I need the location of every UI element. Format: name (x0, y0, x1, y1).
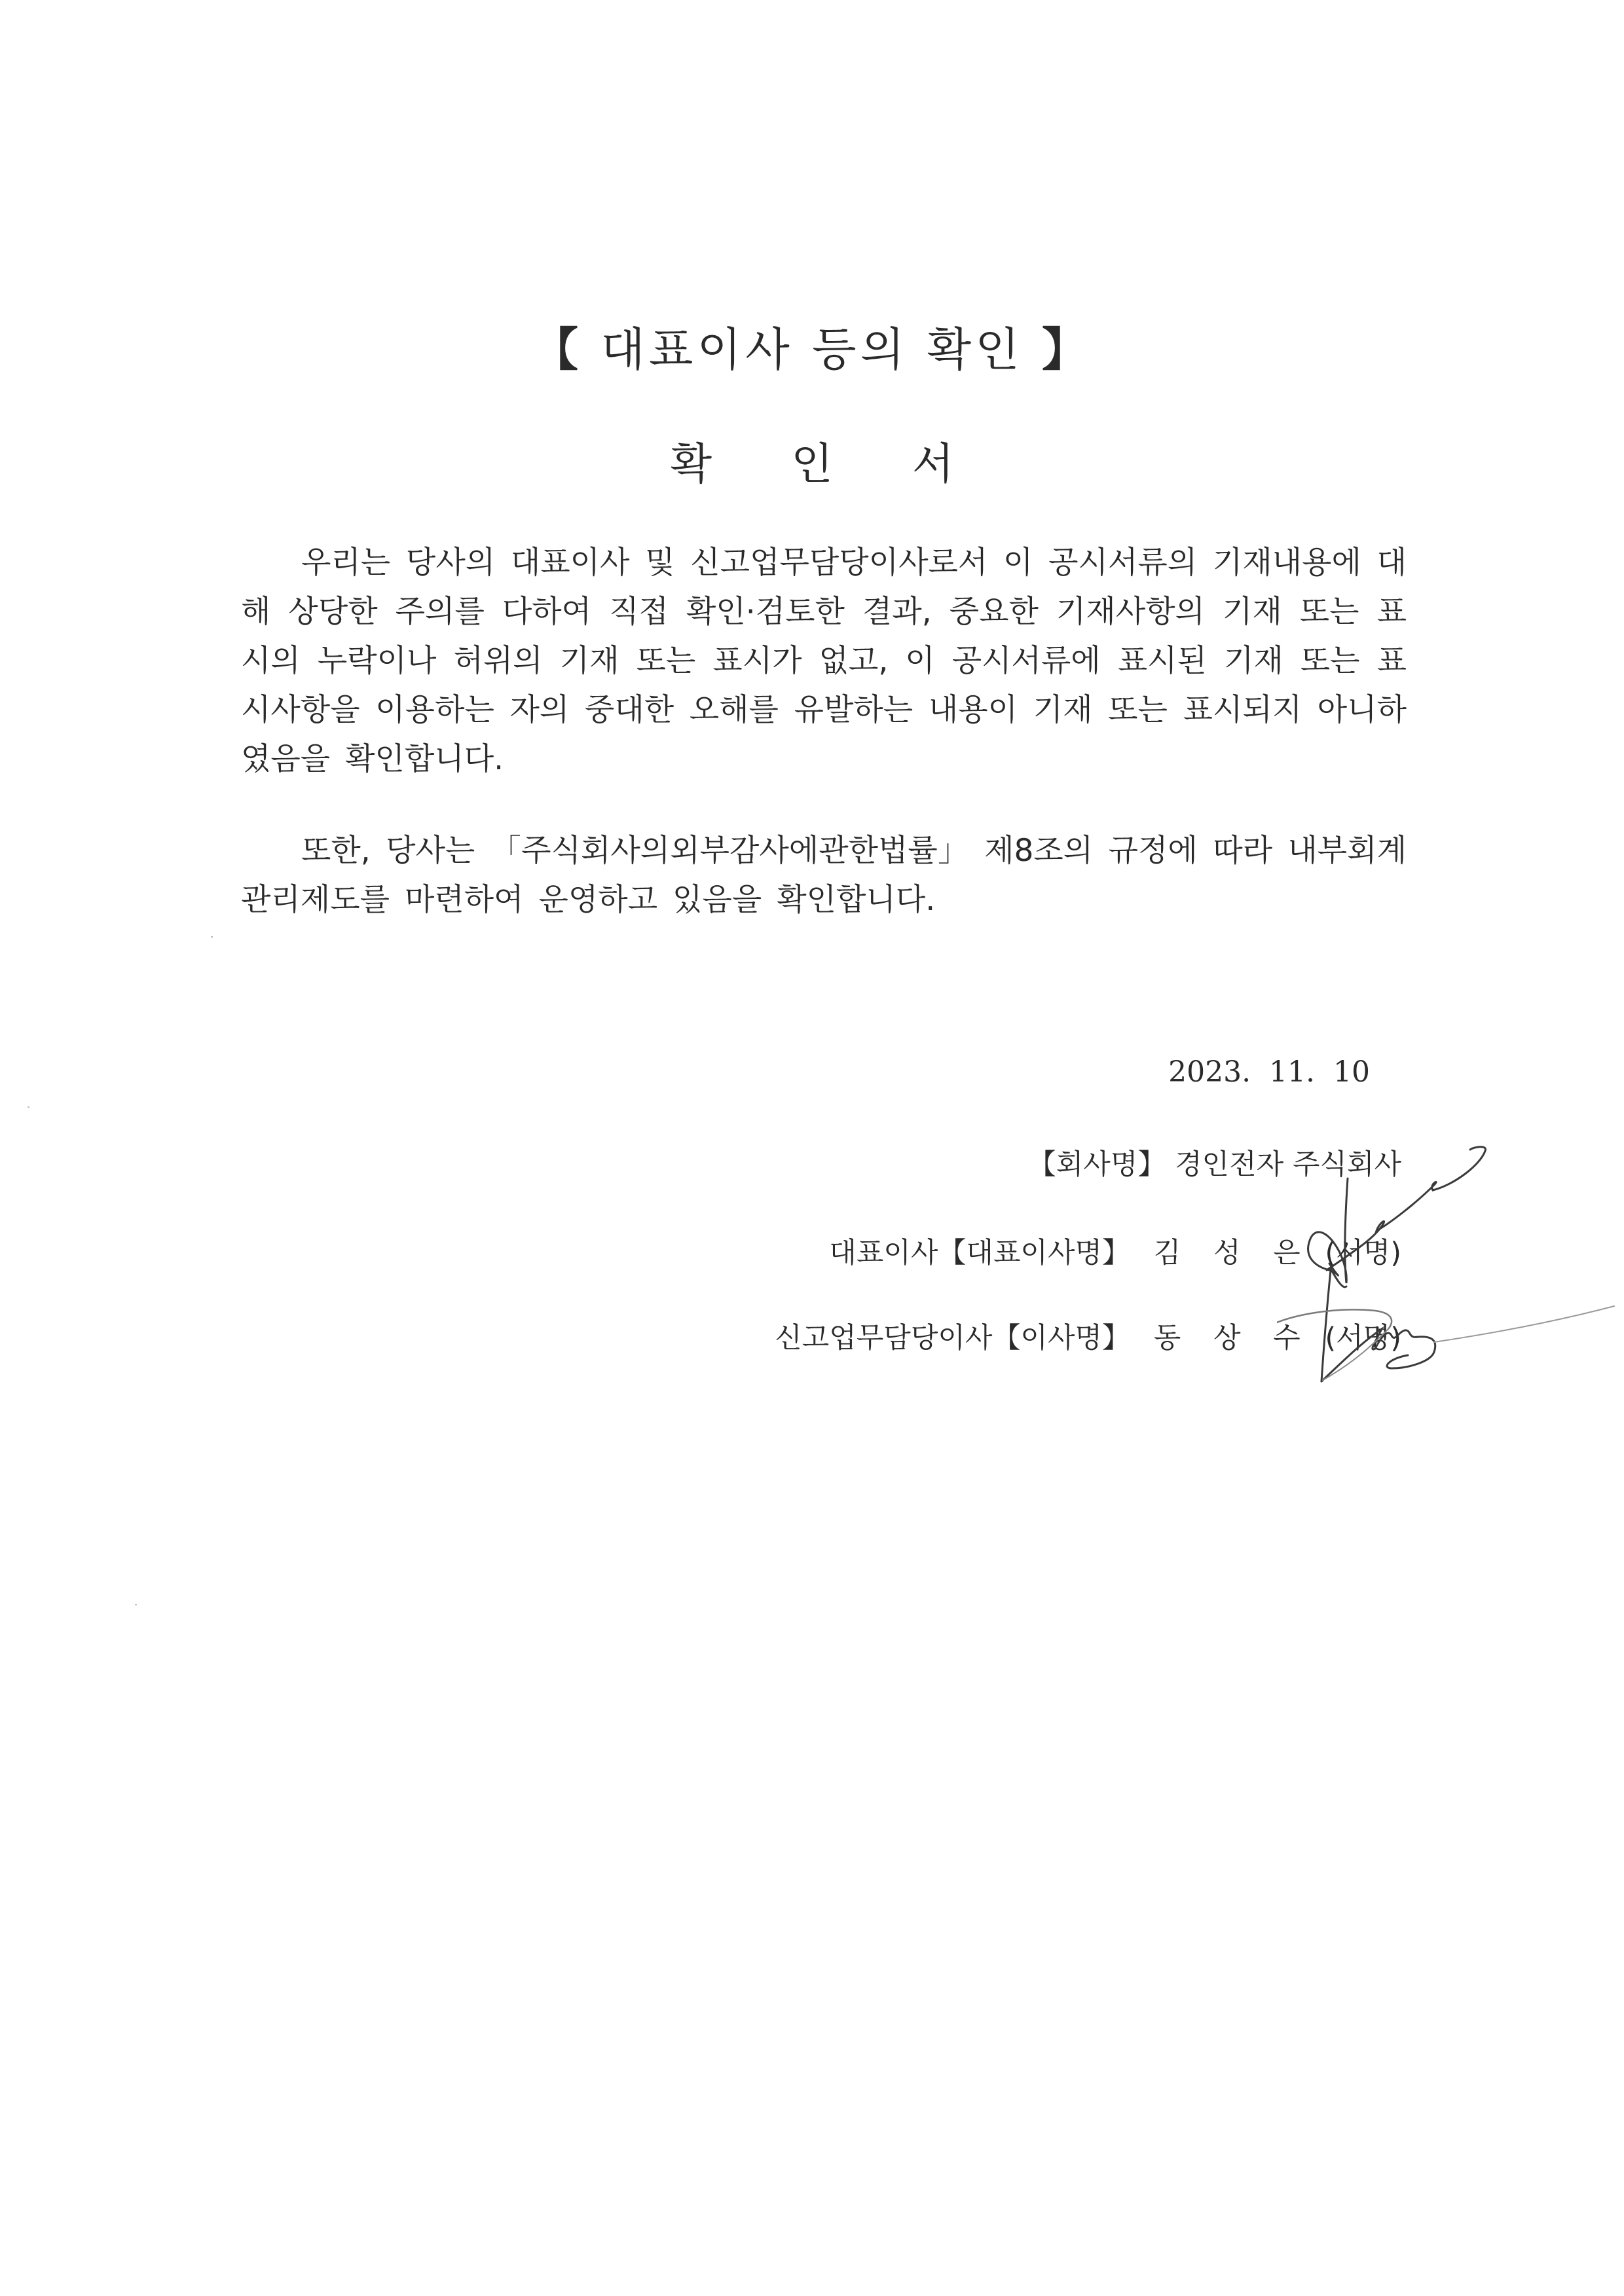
scan-speck (135, 1604, 137, 1605)
director-role: 신고업무담당이사 (775, 1322, 993, 1355)
document-title (0, 313, 1624, 379)
director-signature-line (775, 1316, 1401, 1356)
company-value: 경인전자 주식회사 (1175, 1148, 1401, 1181)
title-close-bracket: 】 (1042, 323, 1092, 376)
director-name: 동 상 수 (1153, 1322, 1312, 1355)
ceo-role: 대표이사 (829, 1237, 938, 1269)
ceo-signature-line (829, 1231, 1401, 1271)
title-open-bracket: 【 (532, 323, 582, 376)
paragraph-text: 또한, 당사는 「주식회사의외부감사에관한법률」 제8조의 규정에 따라 내부회계관리제도를 마련하여 운영하고 있음을 확인합니다. (241, 833, 1407, 918)
company-name-line (1028, 1142, 1401, 1182)
ceo-label: 【대표이사명】 (938, 1237, 1131, 1269)
paragraph-text: 우리는 당사의 대표이사 및 신고업무담당이사로서 이 공시서류의 기재내용에 대해 상당한 주의를 다하여 직접 확인·검토한 결과, 중요한 기재사항의 기재 또는 표시의 누락이나 허위의 기재 또는 표시가 없고, 이 공시서류에 표시된 기재 또는 표시사항을 이용하는 자의 중대한 오해를 유발하는 내용이 기재 또는 표시되지 아니하였음을 확인합니다. (241, 545, 1407, 777)
ceo-sign-mark: (서명) (1325, 1237, 1401, 1269)
ceo-name: 김 성 은 (1153, 1237, 1312, 1269)
document-date: 2023. 11. 10 (1168, 1055, 1370, 1089)
company-label: 【회사명】 (1027, 1148, 1166, 1181)
director-sign-mark: (서명) (1325, 1322, 1401, 1355)
title-text: 대표이사 등의 확인 (600, 323, 1024, 376)
director-label: 【이사명】 (992, 1322, 1131, 1355)
document-subtitle: 확 인 서 (670, 439, 987, 489)
scan-speck (211, 936, 213, 938)
internal-control-paragraph (241, 826, 1407, 924)
confirmation-paragraph (241, 538, 1407, 784)
scan-speck (28, 1106, 29, 1108)
